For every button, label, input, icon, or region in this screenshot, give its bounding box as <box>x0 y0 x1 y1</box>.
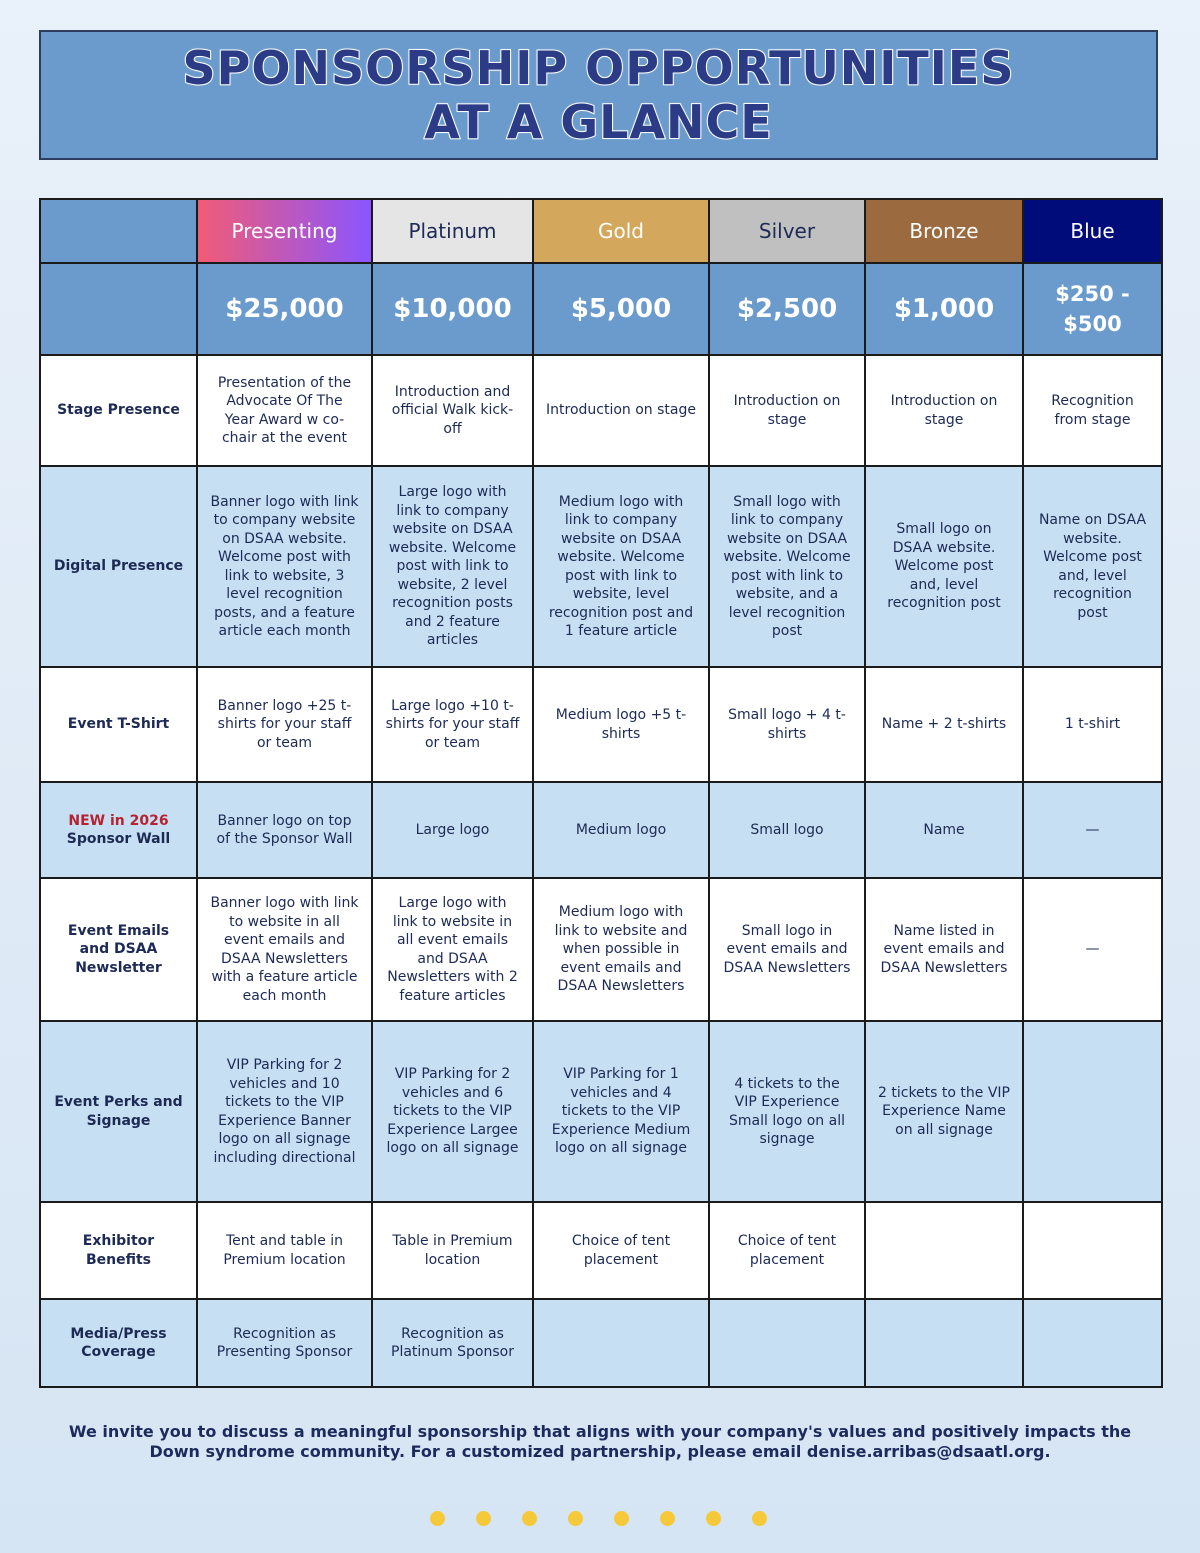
row-label: Event T-Shirt <box>40 667 197 782</box>
page-title-line1: SPONSORSHIP OPPORTUNITIES <box>182 41 1015 95</box>
table-cell <box>709 1299 865 1387</box>
table-cell: Small logo + 4 t-shirts <box>709 667 865 782</box>
price-silver: $2,500 <box>709 263 865 355</box>
row-sponsor-wall <box>40 782 1162 878</box>
table-cell: Small logo on DSAA website. Welcome post and, level recognition post <box>865 466 1023 667</box>
table-cell: Medium logo with link to website and when possible in event emails and DSAA Newsletters <box>533 878 709 1021</box>
tier-header-presenting: Presenting <box>197 199 372 263</box>
table-cell: Banner logo with link to company website on DSAA website. Welcome post with link to website, 3 level recognition posts, and a feature article each month <box>197 466 372 667</box>
tier-header-bronze: Bronze <box>865 199 1023 263</box>
price-blue: $250 - $500 <box>1023 263 1162 355</box>
price-platinum: $10,000 <box>372 263 533 355</box>
dot-icon <box>430 1511 445 1526</box>
row-exhibitor-benefits <box>40 1202 1162 1299</box>
table-cell: Tent and table in Premium location <box>197 1202 372 1299</box>
table-cell: Small logo in event emails and DSAA Newsletters <box>709 878 865 1021</box>
price-gold: $5,000 <box>533 263 709 355</box>
table-cell: Medium logo with link to company website on DSAA website. Welcome post with link to website, level recognition post and 1 feature article <box>533 466 709 667</box>
dot-icon <box>522 1511 537 1526</box>
table-cell: Banner logo on top of the Sponsor Wall <box>197 782 372 878</box>
title-banner <box>39 30 1158 160</box>
row-media-press <box>40 1299 1162 1387</box>
tier-header-platinum: Platinum <box>372 199 533 263</box>
table-cell: Choice of tent placement <box>533 1202 709 1299</box>
row-stage-presence <box>40 355 1162 466</box>
price-corner-cell <box>40 263 197 355</box>
table-cell: — <box>1023 782 1162 878</box>
table-cell: Banner logo with link to website in all event emails and DSAA Newsletters with a feature article each month <box>197 878 372 1021</box>
table-cell: 1 t-shirt <box>1023 667 1162 782</box>
page-title-line2: AT A GLANCE <box>424 95 773 149</box>
table-cell <box>865 1202 1023 1299</box>
sponsorship-table <box>39 198 1163 1388</box>
table-cell <box>1023 1299 1162 1387</box>
row-event-tshirt <box>40 667 1162 782</box>
tier-price-row <box>40 263 1162 355</box>
table-cell: Large logo with link to company website on DSAA website. Welcome post with link to website, 2 level recognition posts and 2 feature articles <box>372 466 533 667</box>
dot-icon <box>660 1511 675 1526</box>
table-cell: Introduction on stage <box>865 355 1023 466</box>
table-cell: Recognition as Platinum Sponsor <box>372 1299 533 1387</box>
table-cell: Large logo +10 t-shirts for your staff or team <box>372 667 533 782</box>
new-badge: NEW in 2026 <box>68 812 169 829</box>
table-cell: Name + 2 t-shirts <box>865 667 1023 782</box>
row-label: Event Perks and Signage <box>40 1021 197 1202</box>
table-cell: Medium logo <box>533 782 709 878</box>
dot-icon <box>614 1511 629 1526</box>
table-cell: Banner logo +25 t-shirts for your staff or team <box>197 667 372 782</box>
decorative-dots <box>430 1511 770 1527</box>
table-cell: 4 tickets to the VIP Experience Small logo on all signage <box>709 1021 865 1202</box>
table-cell <box>1023 1021 1162 1202</box>
table-cell <box>1023 1202 1162 1299</box>
table-cell: Recognition as Presenting Sponsor <box>197 1299 372 1387</box>
tier-header-gold: Gold <box>533 199 709 263</box>
table-cell: Name on DSAA website. Welcome post and, level recognition post <box>1023 466 1162 667</box>
table-cell: — <box>1023 878 1162 1021</box>
row-event-emails <box>40 878 1162 1021</box>
table-cell: Introduction and official Walk kick-off <box>372 355 533 466</box>
table-cell: VIP Parking for 2 vehicles and 10 tickets to the VIP Experience Banner logo on all signage including directional <box>197 1021 372 1202</box>
tier-header-silver: Silver <box>709 199 865 263</box>
row-event-perks <box>40 1021 1162 1202</box>
dot-icon <box>568 1511 583 1526</box>
row-label: Digital Presence <box>40 466 197 667</box>
table-cell <box>865 1299 1023 1387</box>
tier-header-blue: Blue <box>1023 199 1162 263</box>
footer-invitation-text: We invite you to discuss a meaningful sponsorship that aligns with your company's values and positively impacts the Down syndrome community. For a customized partnership, please email denise.arribas@dsaatl.org. <box>68 1422 1132 1461</box>
dot-icon <box>706 1511 721 1526</box>
table-cell: VIP Parking for 1 vehicles and 4 tickets to the VIP Experience Medium logo on all signage <box>533 1021 709 1202</box>
dot-icon <box>476 1511 491 1526</box>
table-cell: Introduction on stage <box>533 355 709 466</box>
table-cell <box>533 1299 709 1387</box>
table-cell: Medium logo +5 t-shirts <box>533 667 709 782</box>
row-label: Media/Press Coverage <box>40 1299 197 1387</box>
table-cell: VIP Parking for 2 vehicles and 6 tickets to the VIP Experience Largee logo on all signage <box>372 1021 533 1202</box>
table-cell: Large logo <box>372 782 533 878</box>
table-cell: Presentation of the Advocate Of The Year Award w co-chair at the event <box>197 355 372 466</box>
row-label: NEW in 2026 Sponsor Wall <box>40 782 197 878</box>
table-cell: Name <box>865 782 1023 878</box>
table-cell: Name listed in event emails and DSAA Newsletters <box>865 878 1023 1021</box>
row-label: Exhibitor Benefits <box>40 1202 197 1299</box>
table-cell: Large logo with link to website in all event emails and DSAA Newsletters with 2 feature articles <box>372 878 533 1021</box>
table-cell: Introduction on stage <box>709 355 865 466</box>
table-cell: Choice of tent placement <box>709 1202 865 1299</box>
table-cell: Recognition from stage <box>1023 355 1162 466</box>
header-corner-cell <box>40 199 197 263</box>
price-presenting: $25,000 <box>197 263 372 355</box>
table-cell: Small logo <box>709 782 865 878</box>
tier-header-row <box>40 199 1162 263</box>
price-bronze: $1,000 <box>865 263 1023 355</box>
row-label: Stage Presence <box>40 355 197 466</box>
table-cell: Small logo with link to company website on DSAA website. Welcome post with link to website, and a level recognition post <box>709 466 865 667</box>
table-cell: 2 tickets to the VIP Experience Name on all signage <box>865 1021 1023 1202</box>
table-cell: Table in Premium location <box>372 1202 533 1299</box>
row-digital-presence <box>40 466 1162 667</box>
row-label: Event Emails and DSAA Newsletter <box>40 878 197 1021</box>
dot-icon <box>752 1511 767 1526</box>
